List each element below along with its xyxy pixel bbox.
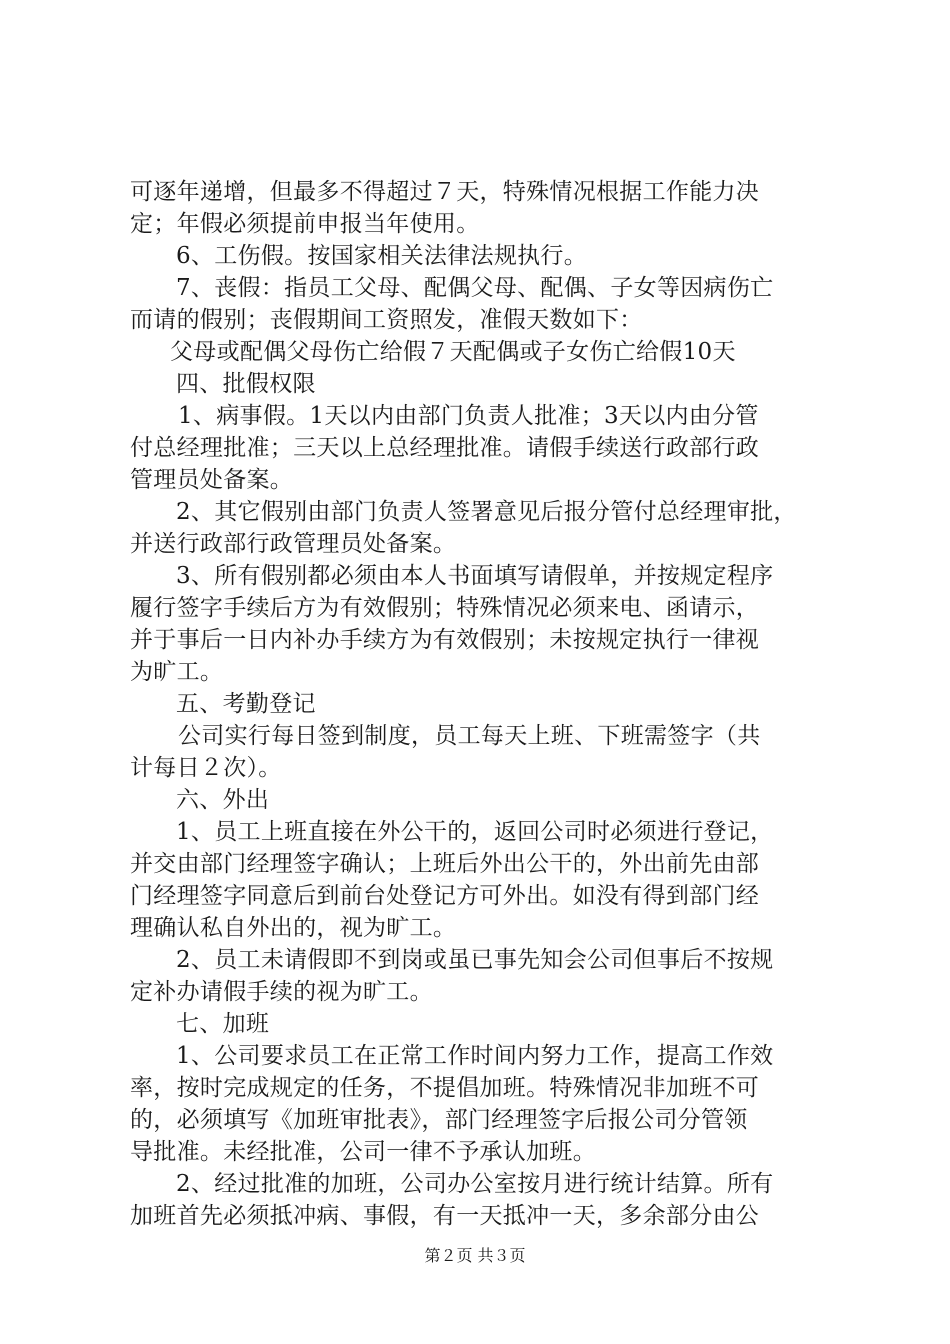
text-line: 导批准。未经批准，公司一律不予承认加班。 [130, 1139, 596, 1165]
text-line: 六、外出 [176, 787, 270, 813]
text-line: 五、考勤登记 [176, 691, 316, 717]
text-line: 1、员工上班直接在外公干的，返回公司时必须进行登记， [176, 819, 774, 845]
text-line: 而请的假别；丧假期间工资照发，准假天数如下： [130, 307, 643, 333]
text-line: 定；年假必须提前申报当年使用。 [130, 211, 480, 237]
text-line: 6、工伤假。按国家相关法律法规执行。 [176, 243, 588, 269]
text-line: 加班首先必须抵冲病、事假，有一天抵冲一天，多余部分由公 [130, 1203, 760, 1229]
text-line: 1、公司要求员工在正常工作时间内努力工作，提高工作效 [176, 1043, 774, 1069]
text-line: 四、批假权限 [176, 371, 316, 397]
text-line: 并交由部门经理签字确认；上班后外出公干的，外出前先由部 [130, 851, 760, 877]
text-line: 1、病事假。1天以内由部门负责人批准；3天以内由分管 [178, 403, 759, 429]
text-line: 理确认私自外出的，视为旷工。 [130, 915, 457, 941]
text-line: 七、加班 [176, 1011, 270, 1037]
text-line: 定补办请假手续的视为旷工。 [130, 979, 433, 1005]
text-line: 管理员处备案。 [130, 467, 294, 493]
text-line: 3、所有假别都必须由本人书面填写请假单，并按规定程序 [176, 563, 774, 589]
text-line: 率，按时完成规定的任务，不提倡加班。特殊情况非加班不可 [130, 1075, 760, 1101]
text-line: 2、其它假别由部门负责人签署意见后报分管付总经理审批， [176, 499, 797, 525]
text-line: 的，必须填写《加班审批表》，部门经理签字后报公司分管领 [130, 1107, 748, 1133]
text-line: 并于事后一日内补办手续方为有效假别；未按规定执行一律视 [130, 627, 760, 653]
page-footer: 第２页 共３页 [424, 1246, 526, 1265]
text-line: 门经理签字同意后到前台处登记方可外出。如没有得到部门经 [130, 883, 760, 909]
text-line: 并送行政部行政管理员处备案。 [130, 531, 457, 557]
text-line: 付总经理批准；三天以上总经理批准。请假手续送行政部行政 [130, 435, 760, 461]
document-body [130, 176, 830, 1232]
text-line: 计每日２次）。 [130, 755, 282, 781]
text-line: 公司实行每日签到制度，员工每天上班、下班需签字（共 [178, 723, 761, 749]
text-line: 可逐年递增，但最多不得超过７天，特殊情况根据工作能力决 [130, 179, 760, 205]
text-line: 履行签字手续后方为有效假别；特殊情况必须来电、函请示， [130, 595, 760, 621]
text-line: 7、丧假：指员工父母、配偶父母、配偶、子女等因病伤亡 [176, 275, 774, 301]
text-line: 2、员工未请假即不到岗或虽已事先知会公司但事后不按规 [176, 947, 774, 973]
text-line: 父母或配偶父母伤亡给假７天配偶或子女伤亡给假10天 [170, 339, 736, 365]
text-line: 为旷工。 [130, 659, 224, 685]
text-line: 2、经过批准的加班，公司办公室按月进行统计结算。所有 [176, 1171, 774, 1197]
